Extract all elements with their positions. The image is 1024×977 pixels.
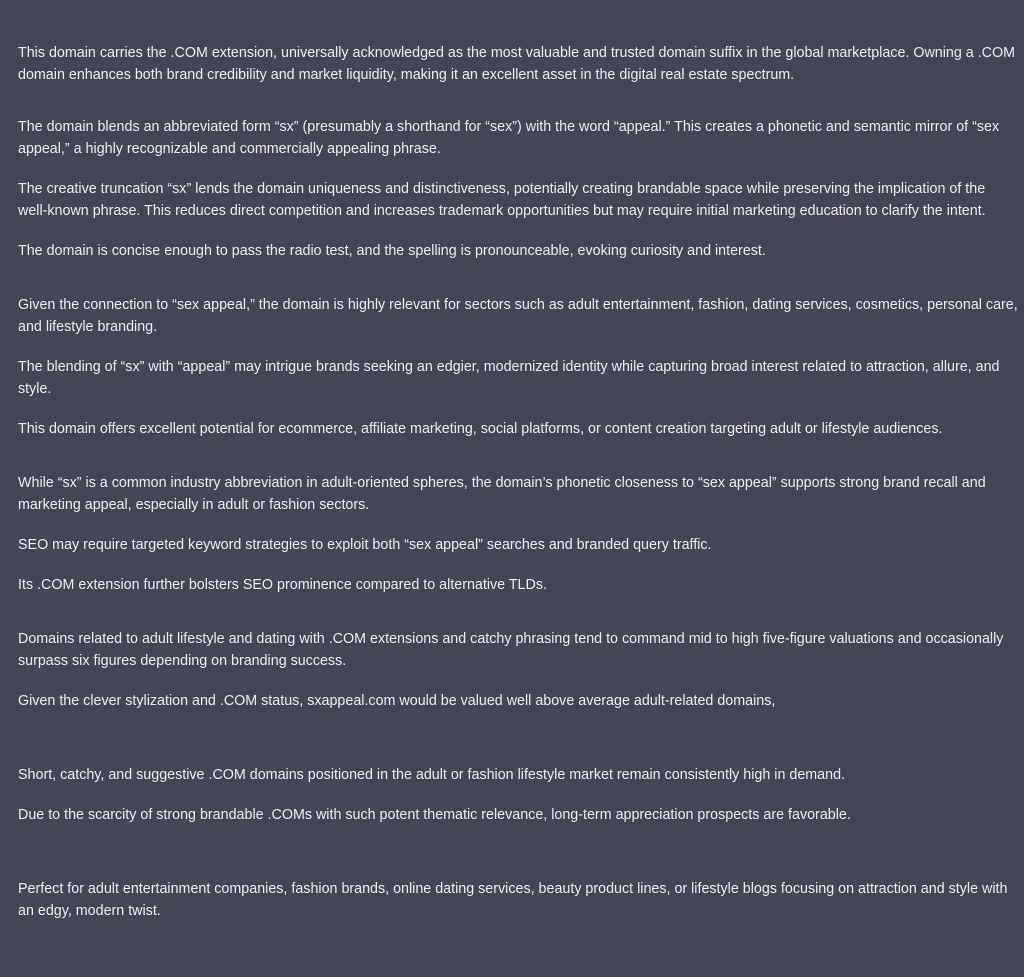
- paragraph: This domain offers excellent potential for ecommerce, affiliate marketing, social platforms, or content creation targeting adult or lifestyle audiences.: [18, 421, 943, 437]
- paragraph: SEO may require targeted keyword strategies to exploit both “sex appeal” searches and branded query traffic.: [18, 537, 712, 553]
- paragraph: The domain blends an abbreviated form “sx” (presumably a shorthand for “sex”) with the word “appeal.” This creates a phonetic and semantic mirror of “sex appeal,” a highly recognizable and commercially appealing phrase.: [18, 119, 1000, 157]
- paragraph: This domain carries the .COM extension, universally acknowledged as the most valuable and trusted domain suffix in the global marketplace. Owning a .COM domain enhances both brand credibility and market liquidity, making it an excellent asset in the digital real estate spectrum.: [18, 45, 1016, 83]
- paragraph: The domain is concise enough to pass the radio test, and the spelling is pronounceable, evoking curiosity and interest.: [18, 243, 766, 259]
- section-valuation: [18, 628, 1018, 712]
- paragraph: Perfect for adult entertainment companies, fashion brands, online dating services, beauty product lines, or lifestyle blogs focusing on attraction and style with an edgy, modern twist.: [18, 881, 1008, 919]
- paragraph: Its .COM extension further bolsters SEO prominence compared to alternative TLDs.: [18, 577, 547, 593]
- paragraph: The creative truncation “sx” lends the domain uniqueness and distinctiveness, potentially creating brandable space while preserving the implication of the well-known phrase. This reduces direct competition and increases trademark opportunities but may require initial marketing education to clarify the intent.: [18, 181, 986, 219]
- paragraph: Due to the scarcity of strong brandable .COMs with such potent thematic relevance, long-term appreciation prospects are favorable.: [18, 807, 851, 823]
- paragraph: While “sx” is a common industry abbreviation in adult-oriented spheres, the domain’s phonetic closeness to “sex appeal” supports strong brand recall and marketing appeal, especially in adult or fashion sectors.: [18, 475, 986, 513]
- paragraph: Domains related to adult lifestyle and dating with .COM extensions and catchy phrasing tend to command mid to high five-figure valuations and occasionally surpass six figures depending on branding success.: [18, 631, 1004, 669]
- paragraph: Short, catchy, and suggestive .COM domains positioned in the adult or fashion lifestyle market remain consistently high in demand.: [18, 767, 845, 783]
- response-content: [18, 42, 1018, 922]
- paragraph: The blending of “sx” with “appeal” may intrigue brands seeking an edgier, modernized identity while capturing broad interest related to attraction, allure, and style.: [18, 359, 1000, 397]
- section-market-relevance: [18, 294, 1018, 440]
- section-demand: [18, 764, 1018, 826]
- paragraph: Given the connection to “sex appeal,” the domain is highly relevant for sectors such as adult entertainment, fashion, dating services, cosmetics, personal care, and lifestyle branding.: [18, 297, 1018, 335]
- section-seo: [18, 472, 1018, 596]
- section-use-cases: [18, 878, 1018, 922]
- section-naming: [18, 116, 1018, 262]
- section-tld: [18, 42, 1018, 86]
- paragraph: Given the clever stylization and .COM status, sxappeal.com would be valued well above average adult-related domains,: [18, 693, 776, 709]
